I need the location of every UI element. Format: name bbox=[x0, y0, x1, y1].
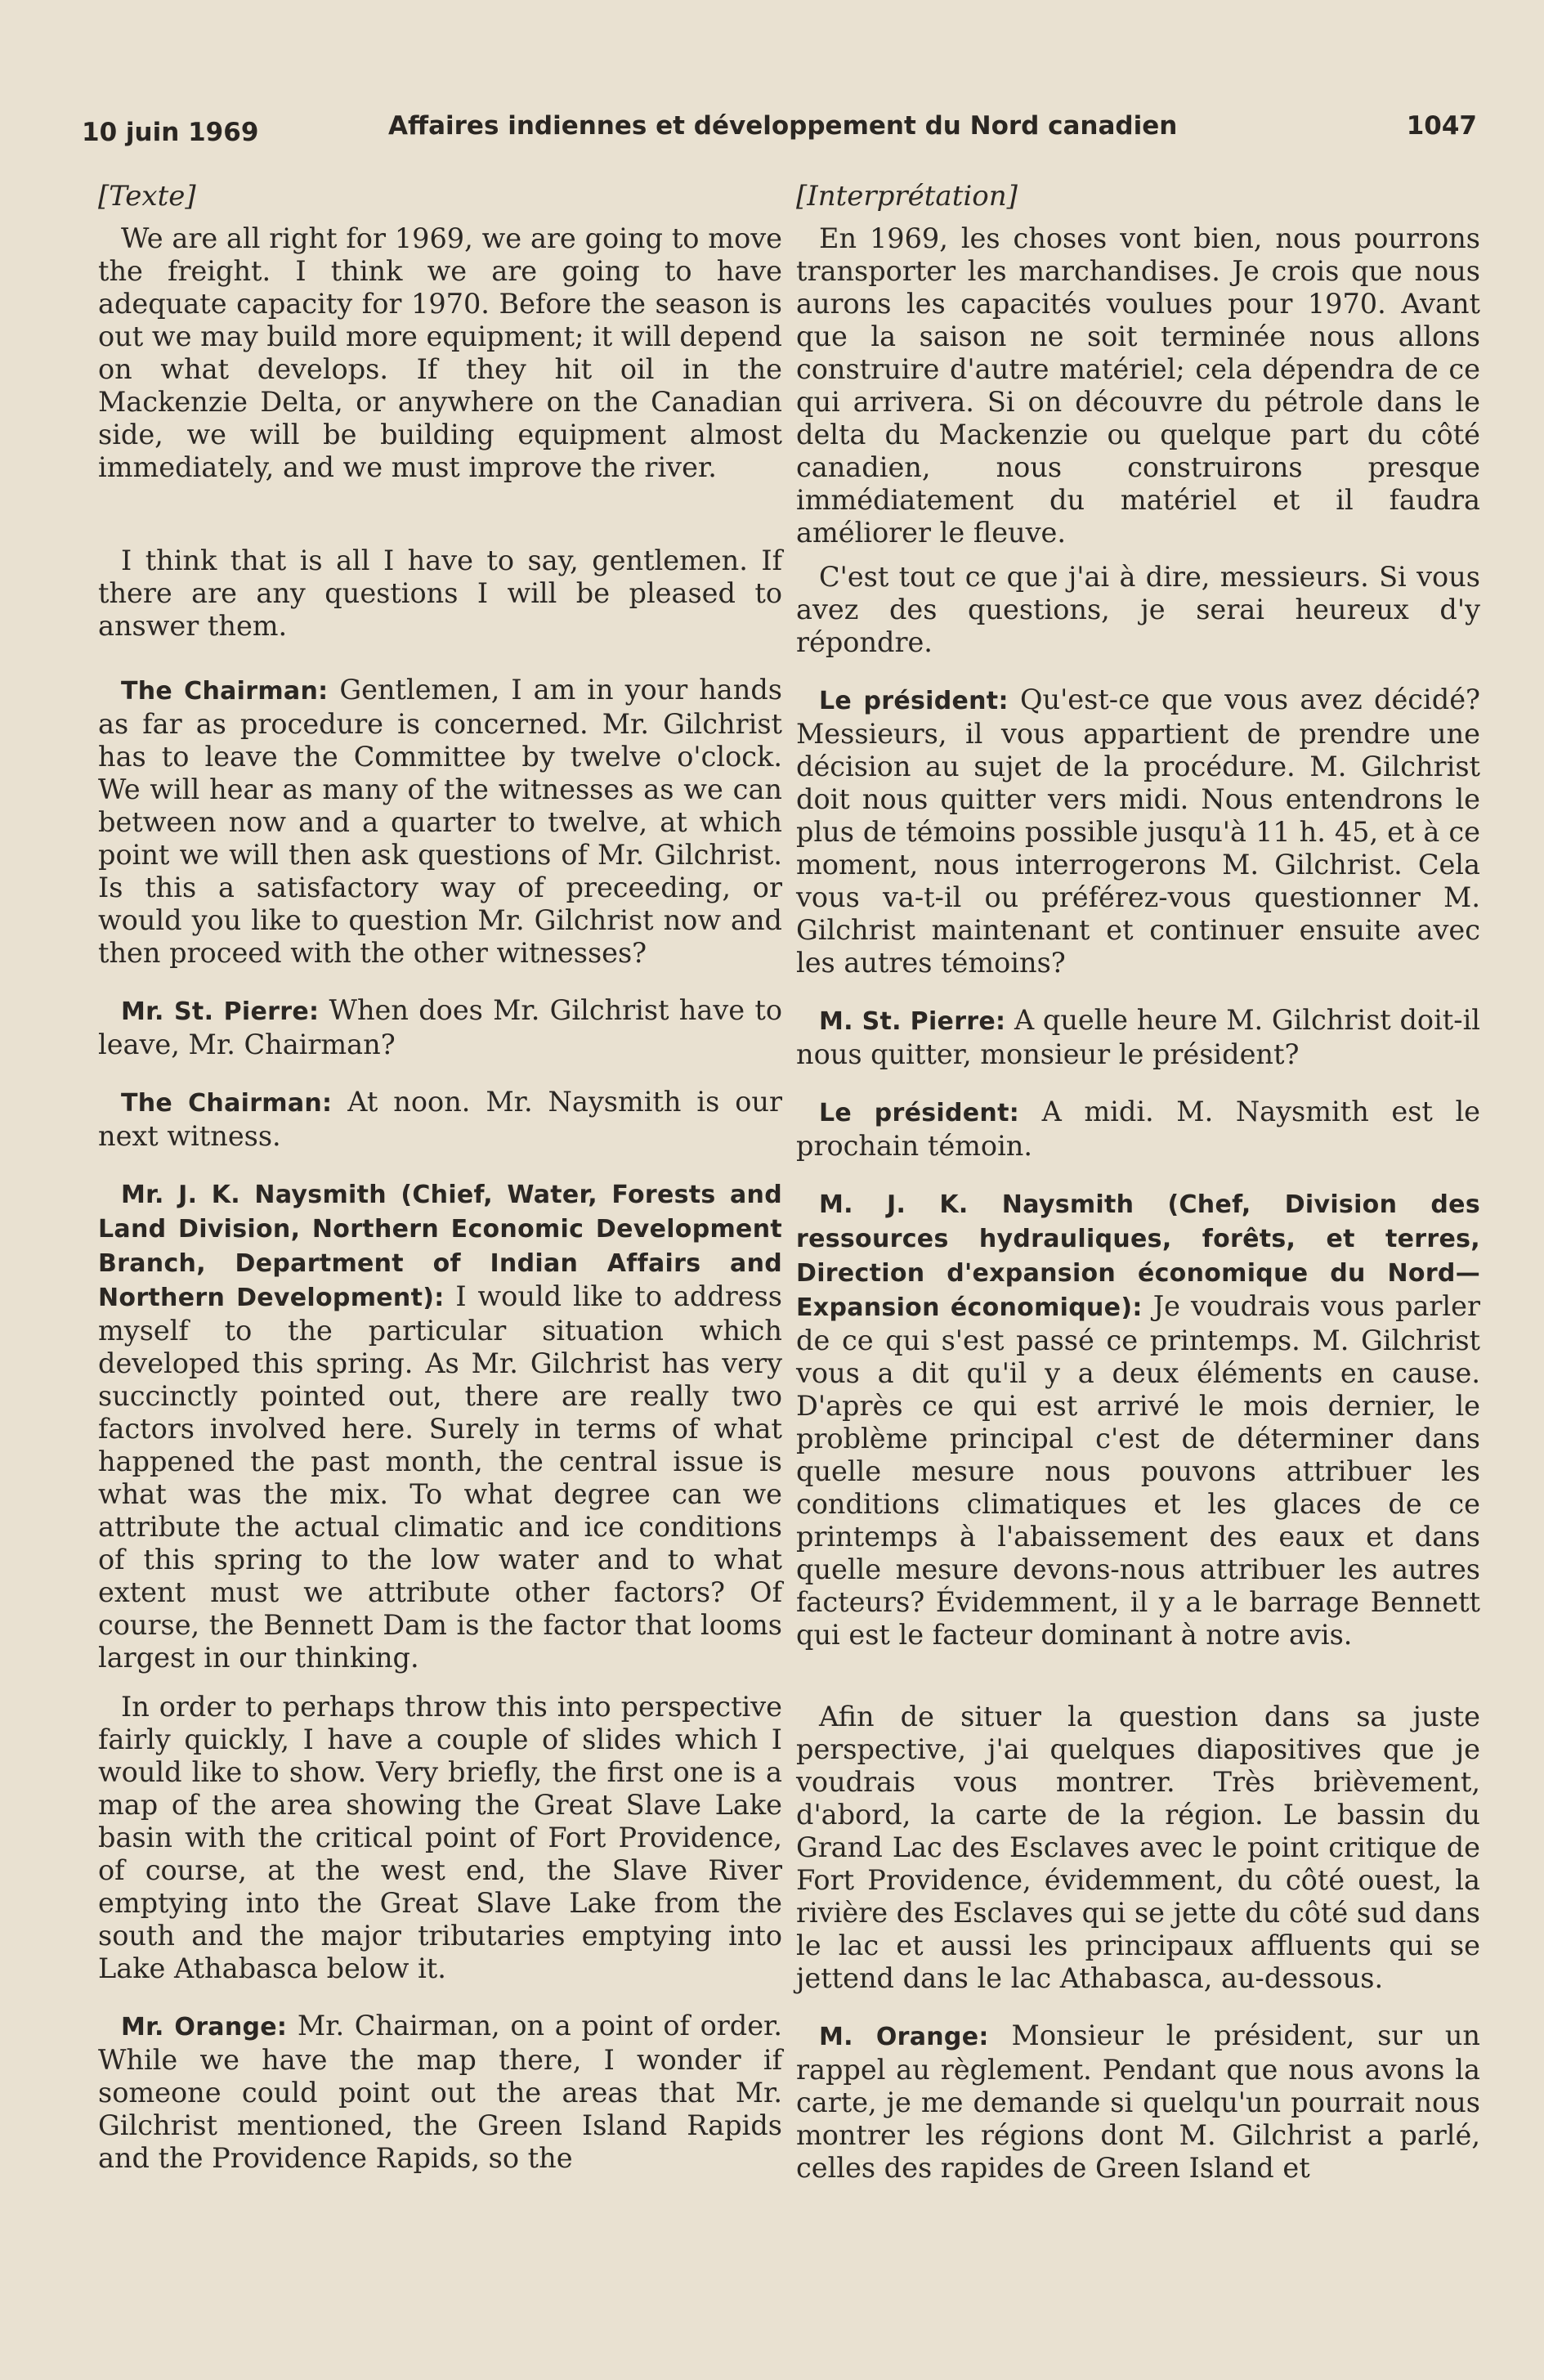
speech bbox=[796, 1004, 1480, 1071]
speech bbox=[98, 1086, 782, 1153]
speaker-name: Mr. Orange: bbox=[121, 2013, 288, 2042]
speech bbox=[796, 1096, 1480, 1163]
section-heading-interpretation: [Interprétation] bbox=[796, 180, 1018, 213]
section-heading-texte: [Texte] bbox=[98, 180, 196, 213]
speech-text: Je voudrais vous parler de ce qui s'est passé ce printemps. M. Gilchrist vous a dit qu'il y a deux éléments en cause. D'après ce qui est arrivé le mois dernier, le problème principal c'est de déterminer dans quelle mesure nous pouvons attribuer les conditions climatiques et les glaces de ce printemps à l'abaissement des eaux et dans quelle mesure devons-nous attribuer les autres facteurs? Évidemment, il y a le barrage Bennett qui est le facteur dominant à notre avis. bbox=[796, 1290, 1480, 1651]
paragraph: Afin de situer la question dans sa juste perspective, j'ai quelques diapositives que je voudrais vous montrer. Très brièvement, d'abord, la carte de la région. Le bassin du Grand Lac des Esclaves avec le point critique de Fort Providence, évidemment, du côté ouest, la rivière des Esclaves qui se jette du côté sud dans le lac et aussi les principaux affluents qui se jettend dans le lac Athabasca, au-dessous. bbox=[796, 1701, 1480, 1994]
running-header bbox=[82, 105, 1479, 154]
french-column bbox=[796, 180, 1480, 2209]
speech-text: At noon. Mr. Naysmith is our next witness. bbox=[98, 1086, 782, 1152]
speech-text: A midi. M. Naysmith est le prochain témoin. bbox=[796, 1096, 1480, 1162]
paragraph: En 1969, les choses vont bien, nous pourrons transporter les marchandises. Je crois que nous aurons les capacités voulues pour 1970. Avant que la saison ne soit terminée nous allons construire d'autre matériel; cela dépendra de ce qui arrivera. Si on découvre du pétrole dans le delta du Mackenzie ou quelque part du côté canadien, nous construirons presque immédiatement du matériel et il faudra améliorer le fleuve. bbox=[796, 222, 1480, 549]
speaker-name: Le président: bbox=[819, 687, 1009, 715]
paragraph: C'est tout ce que j'ai à dire, messieurs. Si vous avez des questions, je serai heureux d'y répondre. bbox=[796, 561, 1480, 658]
speaker-name: Mr. St. Pierre: bbox=[121, 997, 320, 1026]
header-date: 10 juin 1969 bbox=[82, 118, 259, 147]
speech bbox=[796, 1187, 1480, 1652]
speaker-name: Mr. J. K. Naysmith (Chief, Water, Forests and Land Division, Northern Economic Development Branch, Department of Indian Affairs and Northern Development): bbox=[98, 1181, 782, 1312]
speech-text: Gentlemen, I am in your hands as far as procedure is concerned. Mr. Gilchrist has to leave the Committee by twelve o'clock. We will hear as many of the witnesses as we can between now and a quarter to twelve, at which point we will then ask questions of Mr. Gilchrist. Is this a satisfactory way of preceeding, or would you like to question Mr. Gilchrist now and then proceed with the other witnesses? bbox=[98, 674, 782, 969]
speech bbox=[98, 994, 782, 1061]
speaker-name: The Chairman: bbox=[121, 1089, 333, 1118]
speaker-name: The Chairman: bbox=[121, 677, 329, 706]
speech-text: Monsieur le président, sur un rappel au règlement. Pendant que nous avons la carte, je me demande si quelqu'un pourrait nous montrer les régions dont M. Gilchrist a parlé, celles des rapides de Green Island et bbox=[796, 2019, 1480, 2184]
header-title: Affaires indiennes et développement du Nord canadien bbox=[388, 111, 1178, 141]
paragraph: I think that is all I have to say, gentlemen. If there are any questions I will be pleased to answer them. bbox=[98, 545, 782, 642]
speech bbox=[796, 2019, 1480, 2185]
paragraph: We are all right for 1969, we are going to move the freight. I think we are going to have adequate capacity for 1970. Before the season is out we may build more equipment; it will depend on what develops. If they hit oil in the Mackenzie Delta, or anywhere on the Canadian side, we will be building equipment almost immediately, and we must improve the river. bbox=[98, 222, 782, 483]
speaker-name: M. J. K. Naysmith (Chef, Division des ressources hydrauliques, forêts, et terres, Direction d'expansion économique du Nord— Expansion économique): bbox=[796, 1190, 1480, 1322]
speech bbox=[98, 674, 782, 970]
speaker-name: M. Orange: bbox=[819, 2023, 989, 2051]
speech-text: When does Mr. Gilchrist have to leave, Mr. Chairman? bbox=[98, 994, 782, 1060]
page-number: 1047 bbox=[1406, 111, 1477, 141]
speaker-name: M. St. Pierre: bbox=[819, 1007, 1006, 1036]
paragraph: In order to perhaps throw this into perspective fairly quickly, I have a couple of slides which I would like to show. Very briefly, the first one is a map of the area showing the Great Slave Lake basin with the critical point of Fort Providence, of course, at the west end, the Slave River emptying into the Great Slave Lake from the south and the major tributaries emptying into Lake Athabasca below it. bbox=[98, 1691, 782, 1984]
speech-text: Mr. Chairman, on a point of order. While we have the map there, I wonder if someone could point out the areas that Mr. Gilchrist mentioned, the Green Island Rapids and the Providence Rapids, so the bbox=[98, 2010, 782, 2174]
speech bbox=[98, 2010, 782, 2175]
speech bbox=[98, 1177, 782, 1674]
speech bbox=[796, 684, 1480, 979]
english-column bbox=[98, 180, 782, 2199]
speech-text: A quelle heure M. Gilchrist doit-il nous quitter, monsieur le président? bbox=[796, 1004, 1480, 1070]
speaker-name: Le président: bbox=[819, 1099, 1020, 1127]
speech-text: I would like to address myself to the particular situation which developed this spring. As Mr. Gilchrist has very succinctly pointed out, there are really two factors involved here. Surely in terms of what happened the past month, the central issue is what was the mix. To what degree can we attribute the actual climatic and ice conditions of this spring to the low water and to what extent must we attribute other factors? Of course, the Bennett Dam is the factor that looms largest in our thinking. bbox=[98, 1280, 782, 1674]
speech-text: Qu'est-ce que vous avez décidé? Messieurs, il vous appartient de prendre une décision au sujet de la procédure. M. Gilchrist doit nous quitter vers midi. Nous entendrons le plus de témoins possible jusqu'à 11 h. 45, et à ce moment, nous interrogerons M. Gilchrist. Cela vous va-t-il ou préférez-vous questionner M. Gilchrist maintenant et continuer ensuite avec les autres témoins? bbox=[796, 684, 1480, 979]
